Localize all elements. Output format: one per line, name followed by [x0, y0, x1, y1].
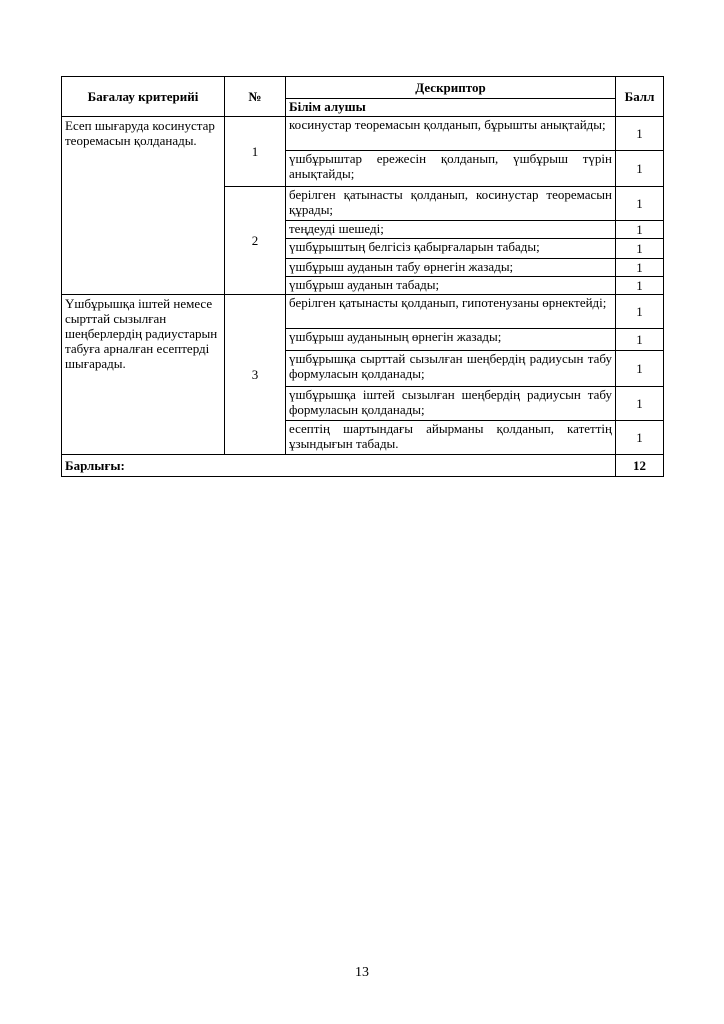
descriptor-row: есептің шартындағы айырманы қолданып, катеттің ұзындығын табады.	[286, 421, 616, 455]
score-cell: 1	[616, 329, 664, 351]
descriptor-row: берілген қатынасты қолданып, косинустар теоремасын құрады;	[286, 187, 616, 221]
score-cell: 1	[616, 277, 664, 295]
score-cell: 1	[616, 151, 664, 187]
criterion-2: Үшбұрышқа іштей немесе сырттай сызылған шеңберлердің радиустарын табуға арналған есептерді шығарады.	[62, 295, 225, 455]
descriptor-row: үшбұрышқа іштей сызылған шеңбердің радиусын табу формуласын қолданады;	[286, 387, 616, 421]
assessment-rubric-table	[61, 76, 664, 477]
descriptor-row: үшбұрыш ауданын табу өрнегін жазады;	[286, 259, 616, 277]
descriptor-row: үшбұрыштың белгісіз қабырғаларын табады;	[286, 239, 616, 259]
header-descriptor: Дескриптор	[286, 77, 616, 99]
header-criterion: Бағалау критерийі	[62, 77, 225, 117]
score-cell: 1	[616, 295, 664, 329]
score-cell: 1	[616, 187, 664, 221]
criterion-1: Есеп шығаруда косинустар теоремасын қолданады.	[62, 117, 225, 295]
header-score: Балл	[616, 77, 664, 117]
descriptor-row: косинустар теоремасын қолданып, бұрышты анықтайды;	[286, 117, 616, 151]
descriptor-row: үшбұрыштар ережесін қолданып, үшбұрыш түрін анықтайды;	[286, 151, 616, 187]
descriptor-row: үшбұрыш ауданының өрнегін жазады;	[286, 329, 616, 351]
descriptor-row: теңдеуді шешеді;	[286, 221, 616, 239]
total-score: 12	[616, 455, 664, 477]
page-number: 13	[355, 965, 369, 980]
header-number: №	[225, 77, 286, 117]
score-cell: 1	[616, 117, 664, 151]
task-number-2: 2	[225, 187, 286, 295]
score-cell: 1	[616, 387, 664, 421]
score-cell: 1	[616, 351, 664, 387]
descriptor-row: үшбұрыш ауданын табады;	[286, 277, 616, 295]
task-number-1: 1	[225, 117, 286, 187]
score-cell: 1	[616, 421, 664, 455]
task-number-3: 3	[225, 295, 286, 455]
header-learner: Білім алушы	[286, 99, 616, 117]
descriptor-row: берілген қатынасты қолданып, гипотенузаны өрнектейді;	[286, 295, 616, 329]
score-cell: 1	[616, 239, 664, 259]
total-label: Барлығы:	[62, 455, 616, 477]
score-cell: 1	[616, 221, 664, 239]
descriptor-row: үшбұрышқа сырттай сызылған шеңбердің радиусын табу формуласын қолданады;	[286, 351, 616, 387]
score-cell: 1	[616, 259, 664, 277]
